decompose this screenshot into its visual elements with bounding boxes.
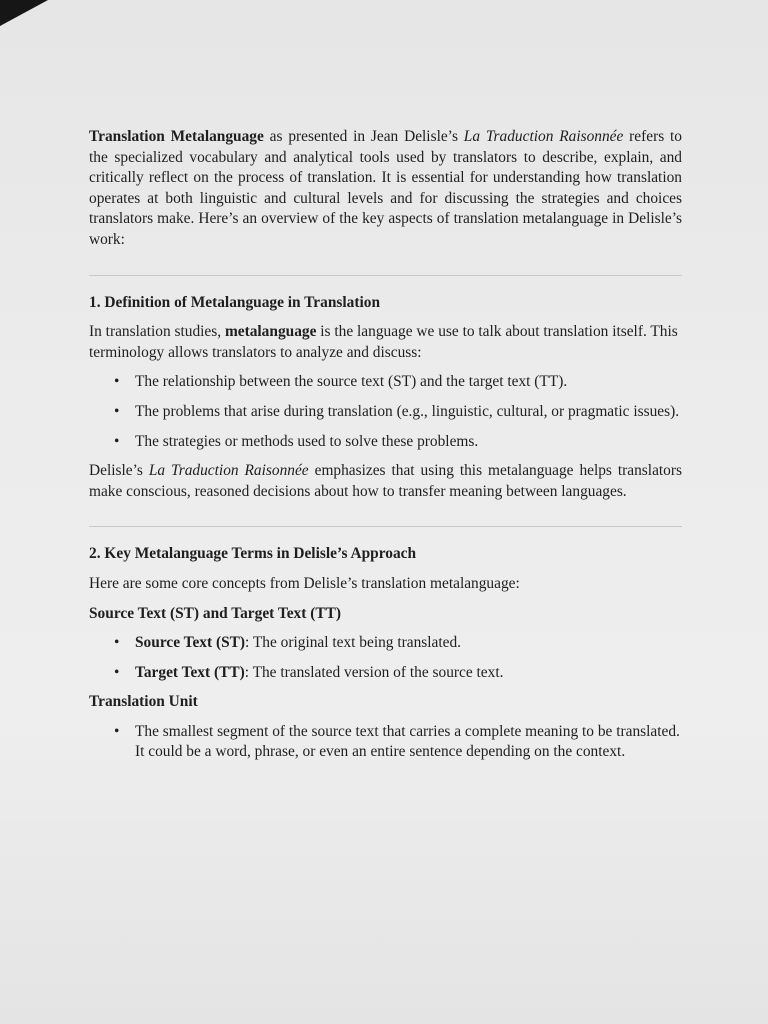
section2-heading: 2. Key Metalanguage Terms in Delisle’s Approach <box>89 545 417 563</box>
list-item <box>89 633 682 654</box>
bullet-icon: • <box>114 402 120 420</box>
section1-bullet-list <box>89 372 682 452</box>
list-item-text: : The original text being translated. <box>245 634 462 652</box>
corner-shadow <box>0 0 48 26</box>
section1-closing-title: La Traduction Raisonnée <box>148 462 309 480</box>
section2-bullet-list-1 <box>89 633 682 683</box>
list-item-text: The strategies or methods used to solve these problems. <box>135 432 479 450</box>
list-item-text: : The translated version of the source text. <box>244 663 504 681</box>
section1-para-after-bold: is the language we use to talk about translation itself. This terminology allows translators to analyze and discuss: <box>89 323 678 361</box>
list-item <box>89 432 682 453</box>
document-page <box>89 127 682 772</box>
intro-text-after-title: refers to the specialized vocabulary and analytical tools used by translators to describe, explain, and critically reflect on the process of translation. It is essential for understanding how translation operates at both linguistic and cultural levels and for discussing the strategies and choices translators make. Here’s an overview of the key aspects of translation metalanguage in Delisle’s work: <box>89 128 682 248</box>
bullet-icon: • <box>114 722 120 740</box>
list-item <box>89 663 682 684</box>
section1-closing-after-title: emphasizes that using this metalanguage helps translators make conscious, reasoned decisions about how to transfer meaning between languages. <box>89 462 682 500</box>
bullet-icon: • <box>114 663 120 681</box>
section1-paragraph <box>89 322 682 363</box>
intro-bold-term: Translation Metalanguage <box>89 128 264 145</box>
section2-intro: Here are some core concepts from Delisle’s translation metalanguage: <box>89 574 520 592</box>
section1-closing-paragraph <box>89 461 682 502</box>
divider <box>89 275 682 276</box>
list-item <box>89 722 682 763</box>
list-item <box>89 372 682 393</box>
list-item <box>89 402 682 423</box>
list-item-term: Source Text (ST) <box>135 634 246 652</box>
section1-heading: 1. Definition of Metalanguage in Translation <box>89 293 381 311</box>
section1-closing-before-title: Delisle’s <box>89 462 149 480</box>
bullet-icon: • <box>114 634 120 652</box>
section1-para-bold: metalanguage <box>224 323 317 341</box>
bullet-icon: • <box>114 373 120 391</box>
list-item-text: The problems that arise during translation (e.g., linguistic, cultural, or pragmatic issues). <box>135 402 680 420</box>
bullet-icon: • <box>114 432 120 450</box>
section2-subhead-translation-unit: Translation Unit <box>89 693 198 711</box>
section2-bullet-list-2 <box>89 722 682 763</box>
list-item-term: Target Text (TT) <box>135 663 245 681</box>
intro-text-before-title: as presented in Jean Delisle’s <box>263 128 464 145</box>
intro-paragraph <box>89 127 682 251</box>
section2-subhead-source-target: Source Text (ST) and Target Text (TT) <box>89 604 341 622</box>
divider <box>89 526 682 527</box>
list-item-text: The smallest segment of the source text that carries a complete meaning to be translated. It could be a word, phrase, or even an entire sentence depending on the context. <box>135 722 680 761</box>
intro-book-title: La Traduction Raisonnée <box>463 128 624 145</box>
list-item-text: The relationship between the source text (ST) and the target text (TT). <box>135 373 568 391</box>
section1-para-before-bold: In translation studies, <box>89 323 225 341</box>
